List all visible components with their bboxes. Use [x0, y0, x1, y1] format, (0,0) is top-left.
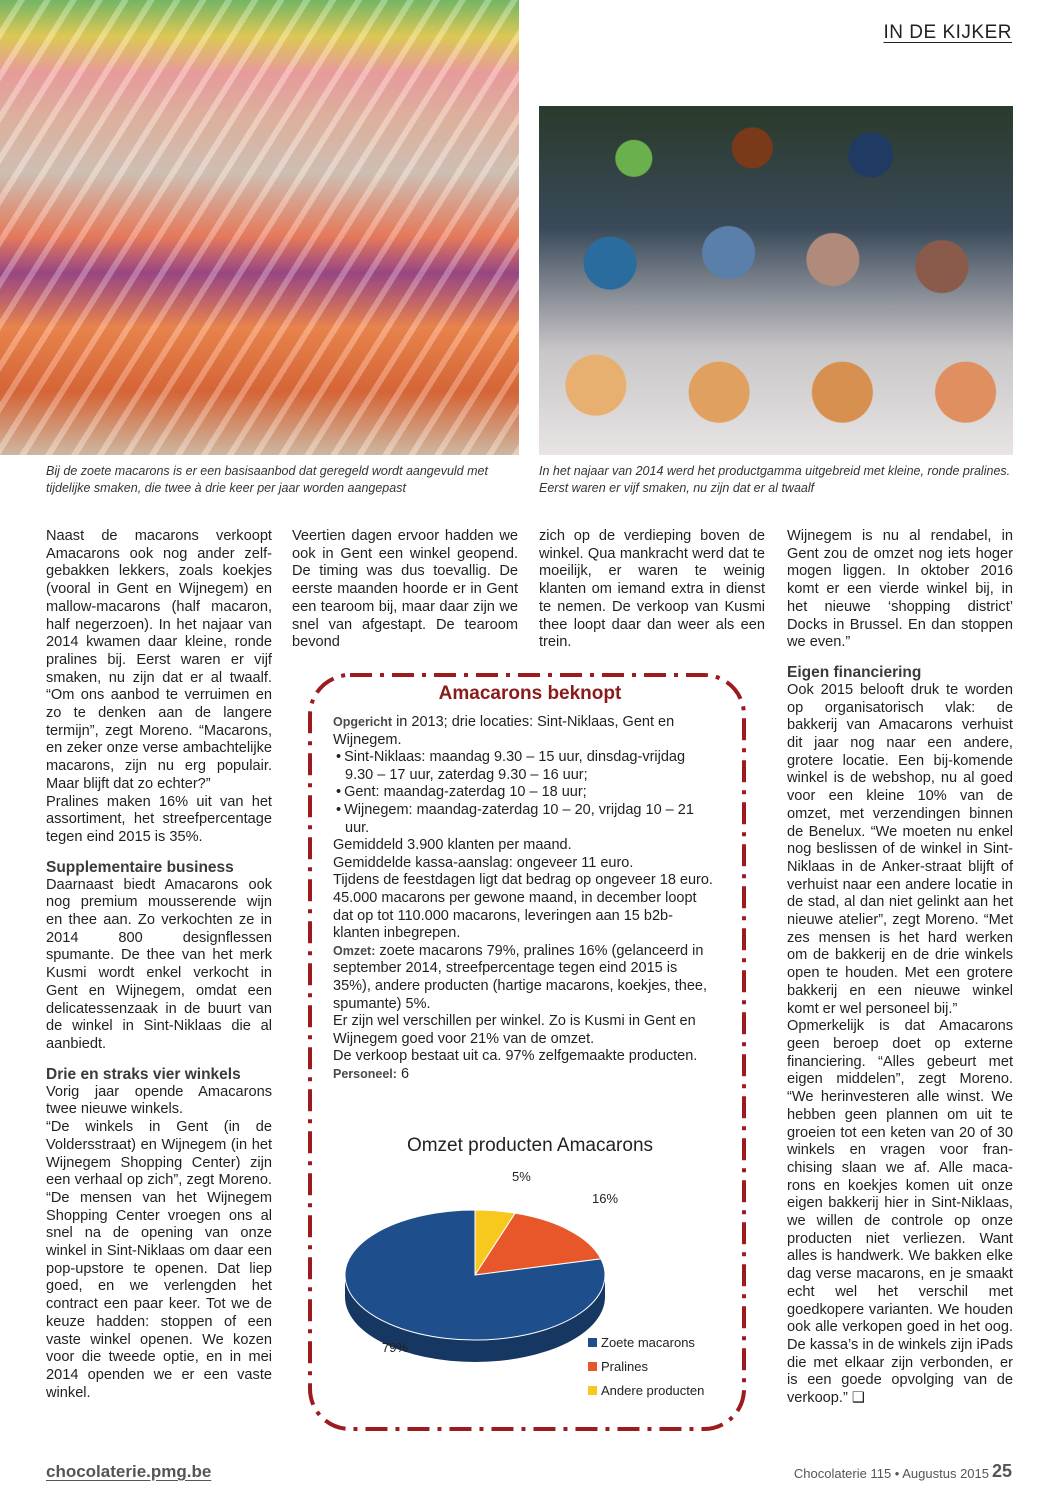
macarons-photo — [0, 0, 519, 455]
info-line: Er zijn wel verschillen per winkel. Zo is Kusmi in Gent en Wijnegem goed voor 21% van de omzet. — [333, 1013, 696, 1047]
paragraph: zich op de verdieping boven de winkel. Qua mankracht werd dat te moeilijk, er waren te weinig klanten om iemand extra in dienst te nemen. De verkoop van Kusmi thee loopt daar dan weer als een trein. — [539, 528, 765, 651]
section-label: IN DE KIJKER — [883, 22, 1012, 43]
opening-hours-list — [333, 749, 713, 837]
paragraph: Ook 2015 belooft druk te worden op organisatorisch vlak: de bakkerij van Amacarons verhuist dit jaar nog naar een andere, grotere locatie. Een bij-komende winkel is de webshop, nu al goed voor een kleine 10% van de omzet, met verzendingen binnen de Benelux. “We moeten nu enkel nog beslissen of de winkel in Sint-Niklaas in de Anker-straat blijft of verhuist naar een andere locatie in de stad, al dan niet gelinkt aan het nieuwe atelier”, zegt Moreno. “Met zes mensen is het hard werken om de bakkerij en de drie winkels open te houden. Met een grotere bakkerij en een nieuwe winkel komt er wel personeel bij.” — [787, 681, 1013, 1017]
founded-label: Opgericht — [333, 715, 393, 729]
page-number: 25 — [991, 1461, 1012, 1481]
info-box-body — [333, 714, 713, 1083]
personnel-value: 6 — [396, 1065, 410, 1082]
personnel-label: Personeel: — [333, 1066, 397, 1081]
list-item: • Gent: maandag-zaterdag 10 – 18 uur; — [333, 784, 713, 802]
article-column-3 — [539, 528, 765, 652]
subheading: Drie en straks vier winkels — [46, 1065, 241, 1083]
legend-swatch — [588, 1386, 597, 1395]
paragraph — [787, 1018, 1013, 1407]
omzet-line — [333, 943, 713, 1013]
omzet-label: Omzet: — [333, 943, 376, 958]
chart-title: Omzet producten Amacarons — [406, 1135, 654, 1156]
article-column-1 — [46, 528, 272, 1402]
personnel-line — [333, 1066, 713, 1084]
paragraph: Daarnaast biedt Amacarons ook nog premium mousserende wijn en thee aan. Zo verkochten ze in 2014 800 designflessen spumante. De thee van het merk Kusmi wordt enkel verkocht in Gent en Wijnegem, omdat een delicatessenzaak in de buurt van de winkel in Sint-Niklaas die al aanbiedt. — [46, 876, 272, 1052]
subheading: Eigen financiering — [787, 663, 922, 681]
paragraph: Wijnegem is nu al rendabel, in Gent zou de omzet nog iets hoger mogen liggen. In oktober 2016 komt er een vierde winkel bij, in het nieuwe ‘shopping district’ Docks in Brussel. En dan stoppen we even.” — [787, 528, 1013, 651]
photo-caption-left: Bij de zoete macarons is er een basisaanbod dat geregeld wordt aangevuld met tijdelijke smaken, die twee à drie keer per jaar worden aangepast — [46, 464, 488, 495]
founded-text: in 2013; drie locaties: Sint-Niklaas, Gent en Wijnegem. — [333, 714, 675, 748]
omzet-text: zoete macarons 79%, pralines 16% (gelanceerd in september 2014, streefpercentage tegen eind 2015 is 35%), andere producten (hartige macarons, koekjes, thee, spumante) 5%. — [333, 942, 707, 1012]
list-item: • Sint-Niklaas: maandag 9.30 – 15 uur, dinsdag-vrijdag 9.30 – 17 uur, zaterdag 9.30 – 16 uur; — [333, 749, 713, 784]
legend-swatch — [588, 1362, 597, 1371]
pralines-photo — [539, 106, 1013, 455]
photo-caption-right: In het najaar van 2014 werd het productgamma uitgebreid met kleine, ronde pralines. Eerst waren er vijf smaken, nu zijn dat er al twaalf — [539, 464, 1011, 495]
info-line: Gemiddelde kassa-aanslag: ongeveer 11 euro. — [333, 854, 634, 871]
paragraph: Naast de macarons verkoopt Amacarons ook nog ander zelf-gebakken lekkers, zoals koekjes (vooral in Gent en Wijnegem) en mallow-macarons (half macaron, half negerzoen). In het najaar van 2014 kwamen daar kleine, ronde pralines bij. Eerst waren er vijf smaken, nu zijn dat er al twaalf. “Om ons aanbod te verruimen en zo te denken aan de langere termijn”, zegt Moreno. “Macarons, en zeker onze verse ambachtelijke macarons, zijn nu erg populair. Maar blijft dat zo echter?” — [46, 528, 272, 792]
info-line: De verkoop bestaat uit ca. 97% zelfgemaakte producten. — [333, 1048, 698, 1065]
legend-swatch — [588, 1338, 597, 1347]
founded-line — [333, 714, 713, 749]
paragraph-text: Opmerkelijk is dat Amacarons geen beroep doet op externe financiering. “Alles gebeurt met eigen middelen”, zegt Moreno. “We herinvesteren alle winst. We hebben geen plannen om uit te groeien tot een keten van 20 of 30 winkels en vragen voor fran-chising slaan we af. Alle maca-rons en koekjes komen uit onze eigen bakkerij hier in Sint-Niklaas, we willen de controle op onze producten niet verliezen. Want alles is handwerk. We bakken elke dag verse macarons, en je smaakt echt wel het verschil met goedkopere varianten. We houden ook alle verkopen goed in het oog. De kassa’s in de winkels zijn iPads die met elkaar zijn verbonden, er is een goede opvolging van de verkoop.” — [787, 1018, 1013, 1407]
pie-chart — [330, 1125, 730, 1425]
footer-magazine-issue: Chocolaterie 115 • Augustus 2015 — [793, 1466, 989, 1481]
footer-website[interactable]: chocolaterie.pmg.be — [46, 1462, 212, 1481]
pie-data-label: 79% — [382, 1340, 409, 1355]
paragraph: Pralines maken 16% uit van het assortiment, het streefpercentage tegen eind 2015 is 35%. — [46, 793, 272, 845]
legend-label: Pralines — [601, 1359, 648, 1374]
legend-label: Andere producten — [601, 1383, 705, 1398]
end-mark-icon: ❑ — [851, 1390, 865, 1407]
list-item: • Wijnegem: maandag-zaterdag 10 – 20, vrijdag 10 – 21 uur. — [333, 802, 713, 837]
pie-data-label: 16% — [592, 1191, 619, 1206]
paragraph: Vorig jaar opende Amacarons twee nieuwe winkels. — [46, 1083, 272, 1118]
info-box-title: Amacarons beknopt — [438, 683, 622, 704]
article-column-2 — [292, 528, 518, 652]
info-line: 45.000 macarons per gewone maand, in december loopt dat op tot 110.000 macarons, leveringen aan 15 b2b-klanten inbegrepen. — [333, 889, 697, 942]
legend-label: Zoete macarons — [601, 1335, 695, 1350]
subheading: Supplementaire business — [46, 858, 234, 876]
article-column-4 — [787, 528, 1013, 1408]
pie-data-label: 5% — [512, 1169, 531, 1184]
info-line: Tijdens de feestdagen ligt dat bedrag op ongeveer 18 euro. — [333, 872, 713, 889]
info-line: Gemiddeld 3.900 klanten per maand. — [333, 837, 572, 854]
paragraph: “De winkels in Gent (in de Voldersstraat) en Wijnegem (in het Wijnegem Shopping Center) zijn een verhaal op zich”, zegt Moreno. “De mensen van het Wijnegem Shopping Center vroegen ons al snel na de opening van onze winkel in Sint-Niklaas om daar een pop-upstore te openen. Dat liep goed, en we verlengden het contract een paar keer. Tot we de keuze hadden: stoppen of een vaste winkel openen. We kozen voor die tweede optie, en in mei 2014 openden we er een vaste winkel. — [46, 1119, 272, 1401]
paragraph: Veertien dagen ervoor hadden we ook in Gent een winkel geopend. De timing was dus toevallig. De eerste maanden hoorde er in Gent een tearoom bij, maar daar zijn we snel van afgestapt. De tearoom bevond — [292, 528, 518, 651]
